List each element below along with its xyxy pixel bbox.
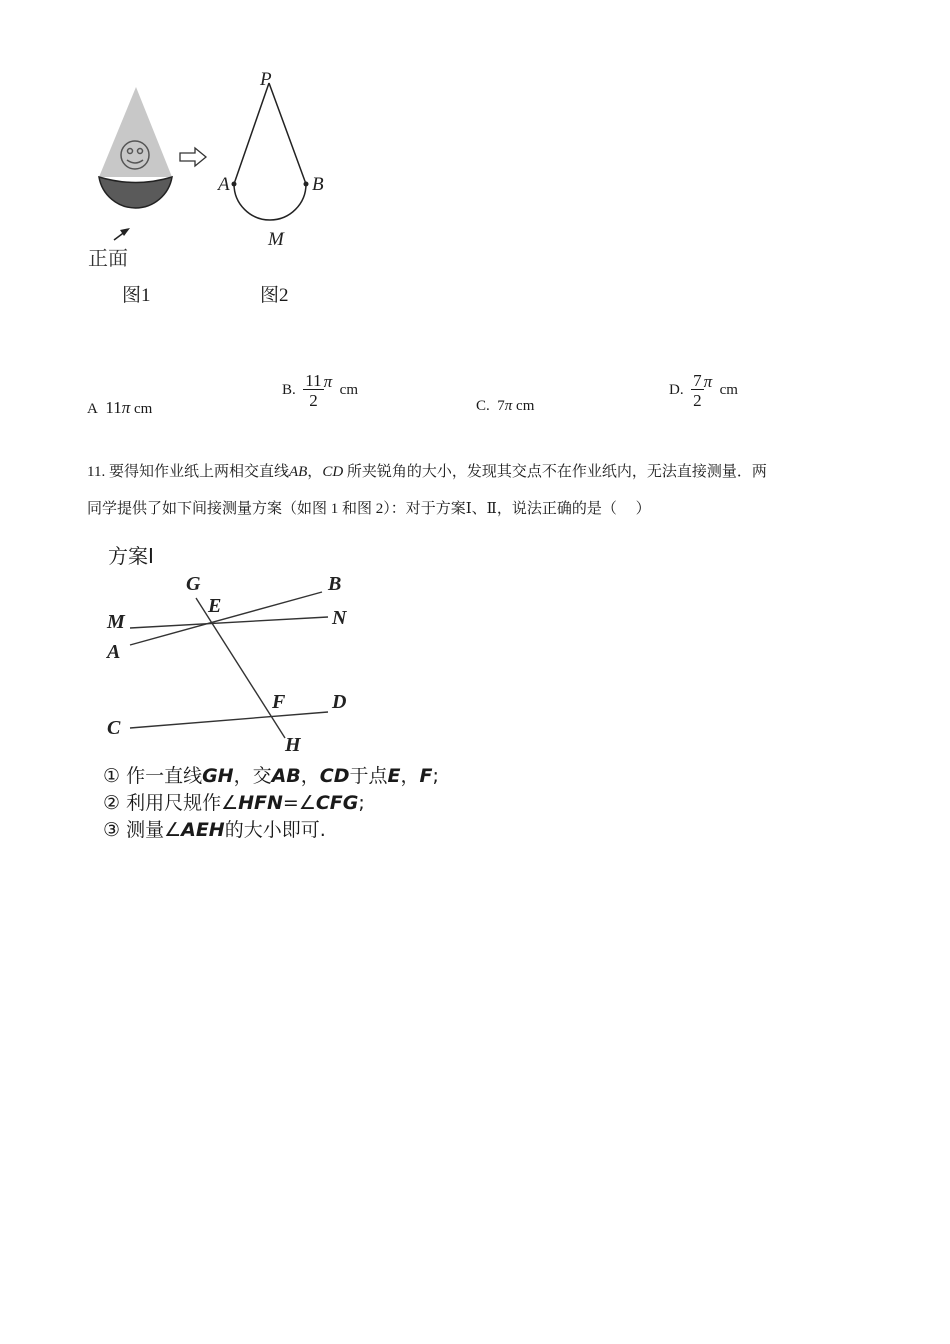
choice-a-coef: 11	[105, 398, 122, 417]
question-sep: ，	[307, 464, 323, 480]
step-1-text-d: 于点	[349, 765, 388, 787]
figure-1-caption: 图1	[122, 285, 151, 306]
label-F: F	[272, 691, 286, 713]
choice-d[interactable]	[669, 372, 738, 409]
label-N: N	[332, 607, 347, 629]
choice-d-pi: π	[703, 372, 713, 391]
step-2-text-b: =∠	[282, 792, 316, 814]
front-arrow-icon	[114, 228, 130, 240]
choice-d-numerator: 7	[693, 371, 702, 391]
question-text-1a: 要得知作业纸上两相交直线	[108, 464, 289, 480]
generatrix-PB	[269, 83, 306, 184]
choice-c-coef: 7	[497, 398, 505, 414]
choice-a-pi: π	[121, 398, 131, 417]
choice-d-unit: cm	[719, 382, 738, 398]
choice-b-denominator: 2	[309, 391, 318, 411]
choice-b-letter: B.	[282, 382, 296, 398]
step-1-text-e: ，	[400, 765, 420, 787]
label-B: B	[328, 573, 342, 595]
choice-c-letter: C.	[476, 398, 490, 414]
arc-AMB	[234, 184, 306, 220]
step-3-AEH: AEH	[181, 819, 225, 841]
line-MN-drawn	[130, 617, 328, 628]
generatrix-PA	[234, 83, 269, 184]
choice-a-letter: A	[87, 401, 98, 417]
question-text-1b: 所夹锐角的大小，发现其交点不在作业纸内，无法直接测量．两	[346, 464, 767, 480]
step-2-HFN: HFN	[238, 792, 283, 814]
question-11-line-1	[87, 460, 767, 481]
choice-a-unit: cm	[134, 401, 153, 417]
choice-c-unit: cm	[516, 398, 535, 414]
step-1-F: F	[419, 765, 433, 787]
step-3-text-b: 的大小即可.	[224, 819, 326, 841]
label-A: A	[107, 641, 121, 663]
plan-1-diagram	[100, 568, 370, 758]
choice-b-fraction	[303, 372, 323, 409]
figure-2-caption: 图2	[260, 285, 289, 306]
step-1-CD: CD	[319, 765, 350, 787]
plan-1-step-3	[103, 815, 326, 842]
line-CD: CD	[322, 464, 344, 480]
choice-d-fraction	[691, 372, 704, 409]
label-D: D	[332, 691, 347, 713]
front-label: 正面	[88, 248, 128, 270]
figure-1	[80, 80, 230, 280]
plan-1-step-1	[103, 761, 439, 788]
plan-1-step-2	[103, 788, 365, 815]
label-M: M	[268, 229, 284, 250]
label-M: M	[107, 611, 125, 633]
step-2-CFG: CFG	[315, 792, 359, 814]
label-P: P	[260, 69, 272, 90]
step-1-text-b: ，交	[233, 765, 272, 787]
choice-c-pi: π	[504, 398, 513, 414]
line-CD-drawn	[130, 712, 328, 728]
label-G: G	[186, 573, 201, 595]
point-B-dot	[304, 182, 309, 187]
step-1-GH: GH	[202, 765, 234, 787]
line-GH-drawn	[196, 598, 285, 738]
step-1-E: E	[387, 765, 401, 787]
label-A: A	[218, 174, 230, 195]
label-H: H	[285, 734, 301, 756]
point-A-dot	[232, 182, 237, 187]
choice-d-letter: D.	[669, 382, 684, 398]
label-E: E	[208, 595, 222, 617]
step-3-text-a: ③ 测量∠	[103, 819, 182, 841]
choice-b-numerator: 11	[305, 371, 322, 391]
label-C: C	[107, 717, 121, 739]
choice-b-pi: π	[323, 372, 333, 391]
question-number: 11.	[87, 464, 106, 480]
line-AB: AB	[288, 464, 308, 480]
choice-c[interactable]	[476, 398, 534, 415]
choice-b[interactable]	[282, 372, 358, 409]
hollow-arrow-icon	[178, 146, 210, 168]
step-2-text-c: ;	[358, 792, 365, 814]
step-1-text-c: ，	[300, 765, 320, 787]
label-B: B	[312, 174, 324, 195]
step-1-text-a: ① 作一直线	[103, 765, 203, 787]
cone-bottom-dark	[99, 177, 172, 208]
plan-1-title: 方案Ⅰ	[108, 544, 154, 568]
choice-d-denominator: 2	[693, 391, 702, 411]
choice-a[interactable]	[87, 398, 152, 418]
figure-2	[210, 60, 340, 260]
question-11-line-2: 同学提供了如下间接测量方案（如图 1 和图 2）：对于方案Ⅰ、Ⅱ，说法正确的是（ ）	[87, 501, 651, 517]
step-1-AB: AB	[271, 765, 301, 787]
step-2-text-a: ② 利用尺规作∠	[103, 792, 239, 814]
step-1-text-f: ;	[432, 765, 439, 787]
choice-b-unit: cm	[339, 382, 358, 398]
